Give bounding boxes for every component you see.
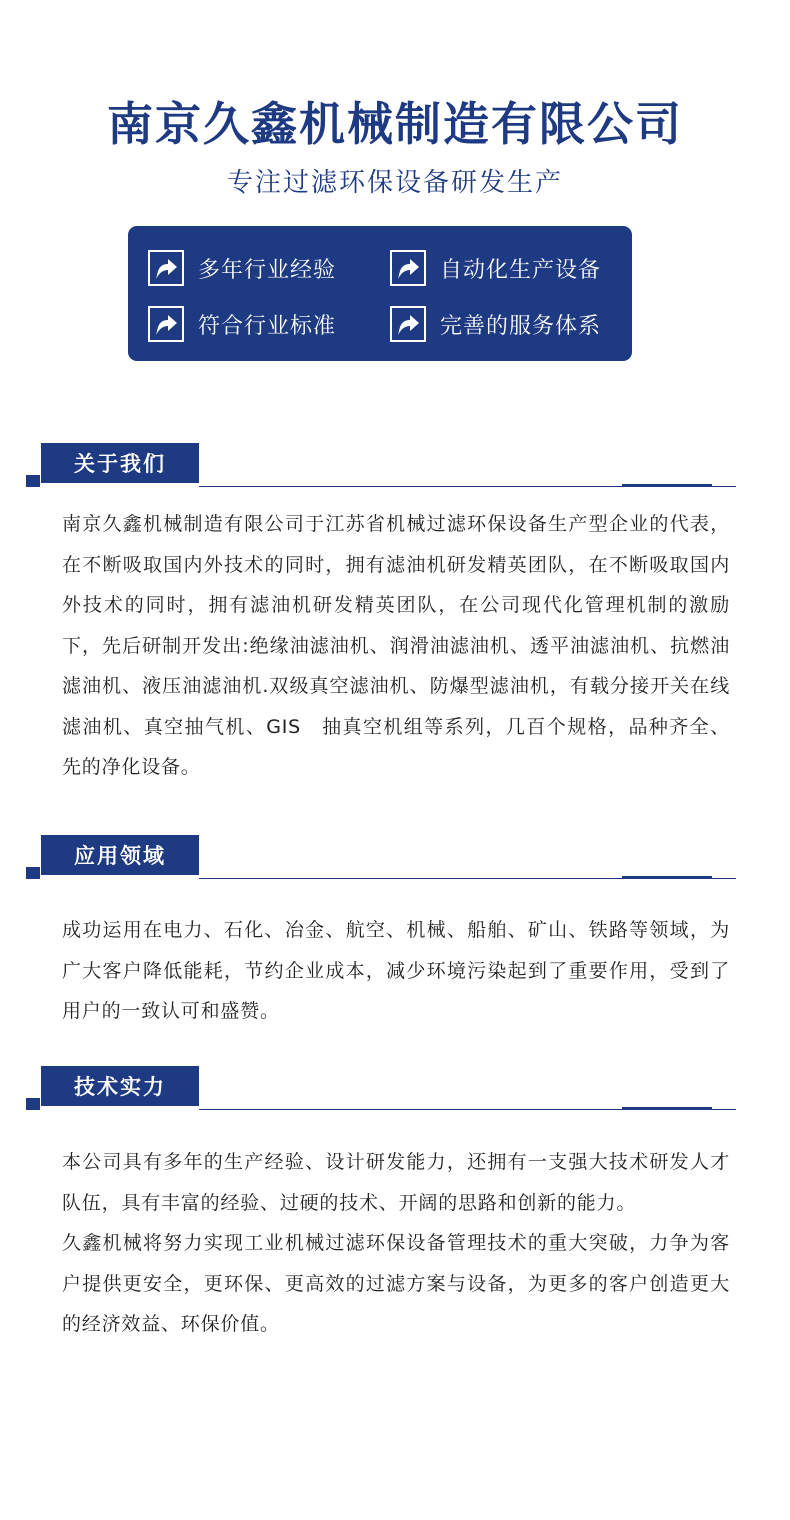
section-title: 技术实力 — [41, 1066, 199, 1106]
feature-label: 符合行业标准 — [198, 313, 337, 339]
tech-paragraph-1: 本公司具有多年的生产经验、设计研发能力，还拥有一支强大技术研发人才队伍，具有丰富的经验、过硬的技术、开阔的思路和创新的能力。 — [62, 1151, 730, 1214]
about-text — [62, 504, 730, 788]
application-paragraph: 成功运用在电力、石化、冶金、航空、机械、船舶、矿山、铁路等领域，为广大客户降低能耗，节约企业成本，减少环境污染起到了重要作用，受到了用户的一致认可和盛赞。 — [62, 919, 730, 1022]
arrow-icon — [390, 250, 426, 286]
feature-item — [148, 250, 336, 286]
arrow-icon — [148, 250, 184, 286]
feature-item — [390, 306, 601, 342]
arrow-icon — [390, 306, 426, 342]
section-title: 应用领域 — [41, 835, 199, 875]
tech-text — [62, 1142, 730, 1345]
feature-box — [128, 226, 632, 361]
section-title: 关于我们 — [41, 443, 199, 483]
feature-label: 自动化生产设备 — [440, 257, 602, 283]
section-header-tech — [26, 1066, 736, 1110]
slogan: 专注过滤环保设备研发生产 — [226, 168, 563, 198]
divider-accent — [622, 484, 712, 487]
application-text — [62, 910, 730, 1032]
decor-square — [26, 475, 40, 487]
feature-item — [390, 250, 601, 286]
section-header-about — [26, 443, 736, 487]
decor-square — [26, 867, 40, 879]
company-title: 南京久鑫机械制造有限公司 — [107, 97, 683, 151]
about-paragraph: 南京久鑫机械制造有限公司于江苏省机械过滤环保设备生产型企业的代表，在不断吸取国内外技术的同时，拥有滤油机研发精英团队，在不断吸取国内外技术的同时，拥有滤油机研发精英团队，在公司现代化管理机制的激励下，先后研制开发出:绝缘油滤油机、润滑油滤油机、透平油滤油机、抗燃油滤油机、液压油滤油机.双级真空滤油机、防爆型滤油机，有载分接开关在线滤油机、真空抽气机、GIS 抽真空机组等系列，几百个规格，品种齐全、先的净化设备。 — [62, 513, 730, 778]
feature-item — [148, 306, 336, 342]
feature-label: 完善的服务体系 — [440, 313, 602, 339]
section-header-application — [26, 835, 736, 879]
decor-square — [26, 1098, 40, 1110]
tech-paragraph-2: 久鑫机械将努力实现工业机械过滤环保设备管理技术的重大突破，力争为客户提供更安全，更环保、更高效的过滤方案与设备，为更多的客户创造更大的经济效益、环保价值。 — [62, 1232, 730, 1335]
arrow-icon — [148, 306, 184, 342]
divider-accent — [622, 876, 712, 879]
feature-label: 多年行业经验 — [198, 257, 337, 283]
divider-accent — [622, 1107, 712, 1110]
